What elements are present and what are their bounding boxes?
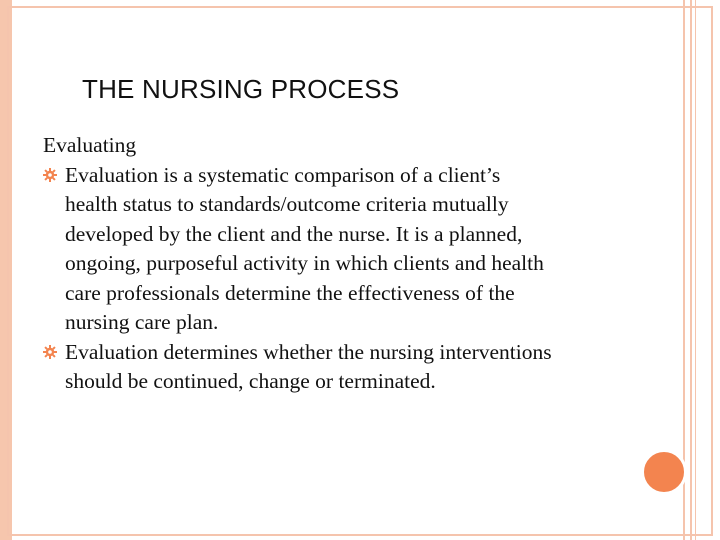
decor-circle [641,449,687,495]
bullet-line: ongoing, purposeful activity in which clients and health [65,251,544,275]
right-decor-line [695,0,696,540]
bullet-line: care professionals determine the effectiveness of the [65,280,515,305]
slide-title: THE NURSING PROCESS [82,74,400,104]
section-heading: Evaluating [43,133,137,157]
bullet-item [43,161,643,338]
bullet-line: Evaluation determines whether the nursing interventions [65,339,552,364]
bullet-line: developed by the client and the nurse. It is a planned, [65,221,523,246]
bullet-line: should be continued, change or terminated. [65,369,436,393]
bullet-line: nursing care plan. [65,310,219,334]
bullet-line: Evaluation is a systematic comparison of a client’s [65,162,501,187]
slide-content [43,131,643,397]
sun-gear-icon [43,345,57,359]
bullet-item [43,338,643,397]
bullet-line: health status to standards/outcome criteria mutually [65,192,509,216]
sun-gear-icon [43,168,57,182]
right-decor-line [690,0,692,540]
